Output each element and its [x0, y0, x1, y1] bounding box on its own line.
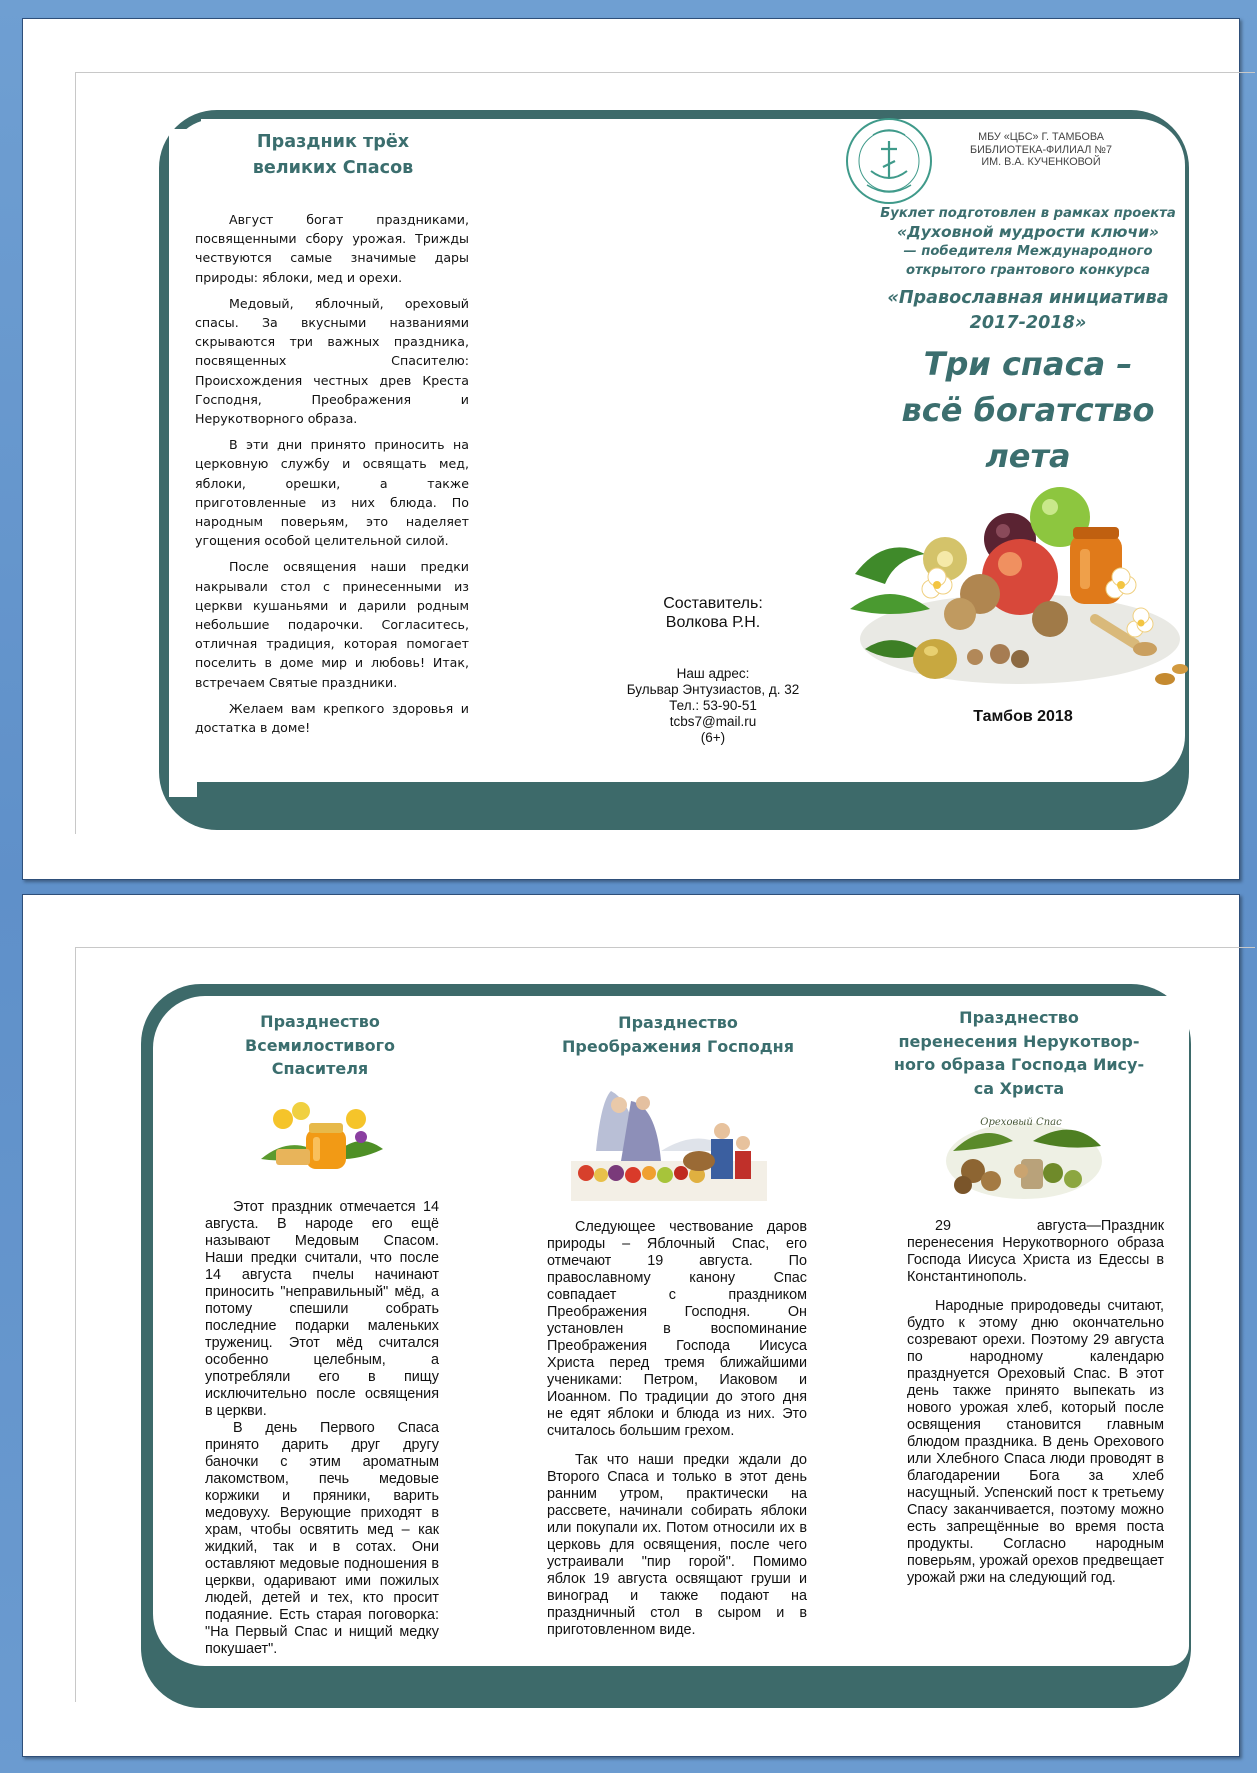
fruit-honey-illustration	[845, 479, 1195, 704]
col1-paragraph: Этот праздник отмечается 14 августа. В народе его ещё называют Медовым Спасом. Наши предки считали, что после 14 августа пчелы начинают приносить "неправильный" мёд, а потому спешили собрать последние подарки маленьких тружениц. Этот мёд считался особенно целебным, а употребляли его в пищу исключительно после освящения в церкви.	[205, 1199, 439, 1419]
margin-guide-top	[75, 72, 1255, 73]
col3-heading-line2: перенесения Нерукотвор-	[898, 1031, 1140, 1051]
title-line2: всё богатство	[901, 391, 1155, 429]
org-line1: МБУ «ЦБС» Г. ТАМБОВА	[978, 131, 1104, 143]
col2-body	[547, 1219, 807, 1645]
col2-heading-line1: Празднество	[618, 1013, 738, 1032]
left-heading-line1: Праздник трёх	[256, 132, 410, 152]
col1-heading-line3: Спасителя	[271, 1059, 369, 1078]
city-year: Тамбов 2018	[973, 708, 1073, 725]
left-paragraph: Август богат праздниками, посвященными сбору урожая. Трижды чествуются самые значимые дары природы: яблоки, мед и орехи.	[195, 212, 469, 285]
col3-heading-line1: Празднество	[959, 1008, 1079, 1027]
organization-block	[941, 131, 1141, 169]
compiler-label: Составитель:	[663, 595, 763, 612]
address-block	[583, 666, 843, 746]
org-line3: ИМ. В.А. КУЧЕНКОВОЙ	[981, 156, 1101, 168]
col2-heading	[543, 1011, 813, 1058]
col1-body	[205, 1199, 439, 1664]
compiler-name: Волкова Р.Н.	[665, 614, 761, 631]
col3-paragraph: 29 августа—Праздник перенесения Нерукотворного образа Господа Иисуса Христа из Едессы в Константинополь.	[907, 1218, 1164, 1285]
title-line3: лета	[985, 437, 1071, 475]
col3-heading-line3: ного образа Господа Иису-	[893, 1055, 1145, 1074]
transfiguration-image	[571, 1091, 767, 1201]
col3-heading	[883, 1006, 1155, 1100]
col2-paragraph: Так что наши предки ждали до Второго Спаса и только в этот день ранним утром, практически на рассвете, начинали собирать яблоки или покупали их. Потом относили их в церковь для освящения, после чего устраивали "пир горой". Помимо яблок 19 августа освящают груши и виноград и также подают на праздничный стол в сыром и в приготовленном виде.	[547, 1452, 807, 1638]
org-line2: БИБЛИОТЕКА-ФИЛИАЛ №7	[970, 143, 1112, 156]
left-paragraph: После освящения наши предки накрывали стол с принесенными из церкви кушаньями и дарили родным небольшие подарочки. Согласитесь, отличная традиция, которая помогает поселить в доме мир и любовь! Итак, встречаем Святые праздники.	[195, 559, 469, 690]
col1-heading-line1: Празднество	[260, 1012, 380, 1031]
project-line2: «Духовной мудрости ключи»	[896, 223, 1160, 241]
address-phone: Тел.: 53-90-51	[669, 698, 757, 713]
honey-jar-image	[261, 1099, 383, 1175]
col1-heading	[205, 1010, 435, 1081]
contest-line1: «Православная инициатива	[887, 288, 1169, 308]
project-block	[868, 204, 1188, 280]
contest-block	[868, 286, 1188, 336]
left-body	[195, 210, 469, 744]
left-paragraph: Медовый, яблочный, ореховый спасы. За вкусными названиями скрываются три важных праздника, посвященных Спасителю: Происхождения честных древ Креста Господня, Преображения и Нерукотворного образа.	[195, 295, 469, 427]
margin-guide-top	[75, 947, 1255, 948]
col3-body	[907, 1218, 1164, 1593]
address-label: Наш адрес:	[676, 666, 750, 681]
document-page-2	[22, 894, 1240, 1757]
age-rating: (6+)	[700, 730, 726, 745]
document-page-1	[22, 18, 1240, 880]
left-heading	[193, 129, 473, 181]
col1-heading-line2: Всемилостивого	[245, 1035, 395, 1055]
contest-line2: 2017-2018»	[969, 313, 1087, 333]
title-line1: Три спаса –	[923, 345, 1133, 383]
margin-guide-left	[75, 947, 76, 1702]
col3-paragraph: Народные природоведы считают, будто к этому дню окончательно созревают орехи. Поэтому 29 августа по народному календарю празднуется Ореховый Спас. В этот день также принято выпекать из нового урожая хлеб, который после освящения становится главным блюдом праздника. В день Орехового или Хлебного Спаса люди проводят в благодарении Бога за хлеб насущный. Успенский пост к третьему Спасу заканчивается, поэтому можно есть запрещённые во время поста продукты. Согласно народным поверьям, урожай орехов предвещает урожай ржи на следующий год.	[907, 1298, 1164, 1586]
compiler-block	[583, 594, 843, 632]
brochure-title	[868, 341, 1188, 479]
col1-paragraph: В день Первого Спаса принято дарить друг другу баночки с этим ароматным лакомством, печь медовые коржики и пряники, варить медовуху. Верующие приходят в храм, чтобы освятить мед – как жидкий, так и в сотах. Они оставляют медовые подношения в церкви, одаривают ими пожилых людей, детей и тех, кто просит подаяние. Есть старая поговорка: "На Первый Спас и нищий медку покушает".	[205, 1420, 439, 1657]
address-street: Бульвар Энтузиастов, д. 32	[626, 682, 800, 697]
left-heading-line2: великих Спасов	[252, 158, 414, 178]
project-line4: открытого грантового конкурса	[905, 263, 1151, 278]
margin-guide-left	[75, 72, 76, 834]
left-paragraph: В эти дни принято приносить на церковную службу и освящать мед, яблоки, орешки, а также приготовленные из них блюда. По народным поверьям, это наделяет угощения особой целительной силой.	[195, 437, 469, 549]
col3-heading-line4: са Христа	[973, 1078, 1065, 1098]
project-line3: — победителя Международного	[903, 244, 1153, 259]
project-line1: Буклет подготовлен в рамках проекта	[880, 206, 1176, 221]
left-paragraph: Желаем вам крепкого здоровья и достатка в доме!	[195, 700, 469, 736]
nut-image-caption: Ореховый Спас	[980, 1117, 1062, 1128]
address-email: tcbs7@mail.ru	[669, 714, 757, 729]
left-panel	[193, 129, 473, 181]
col2-heading-line2: Преображения Господня	[562, 1036, 794, 1056]
brochure-inner-left-edge	[169, 129, 197, 797]
col2-paragraph: Следующее чествование даров природы – Яблочный Спас, его отмечают 19 августа. По православному канону Спас совпадает с праздником Преображения Господня. Он установлен в воспоминание Преображения Господа Иисуса Христа перед тремя ближайшими учениками: Петром, Иаковом и Иоанном. По традиции до этого дня не едят яблоки и блюда из них. Это считалось большим грехом.	[547, 1219, 807, 1439]
contest-logo	[843, 115, 935, 207]
